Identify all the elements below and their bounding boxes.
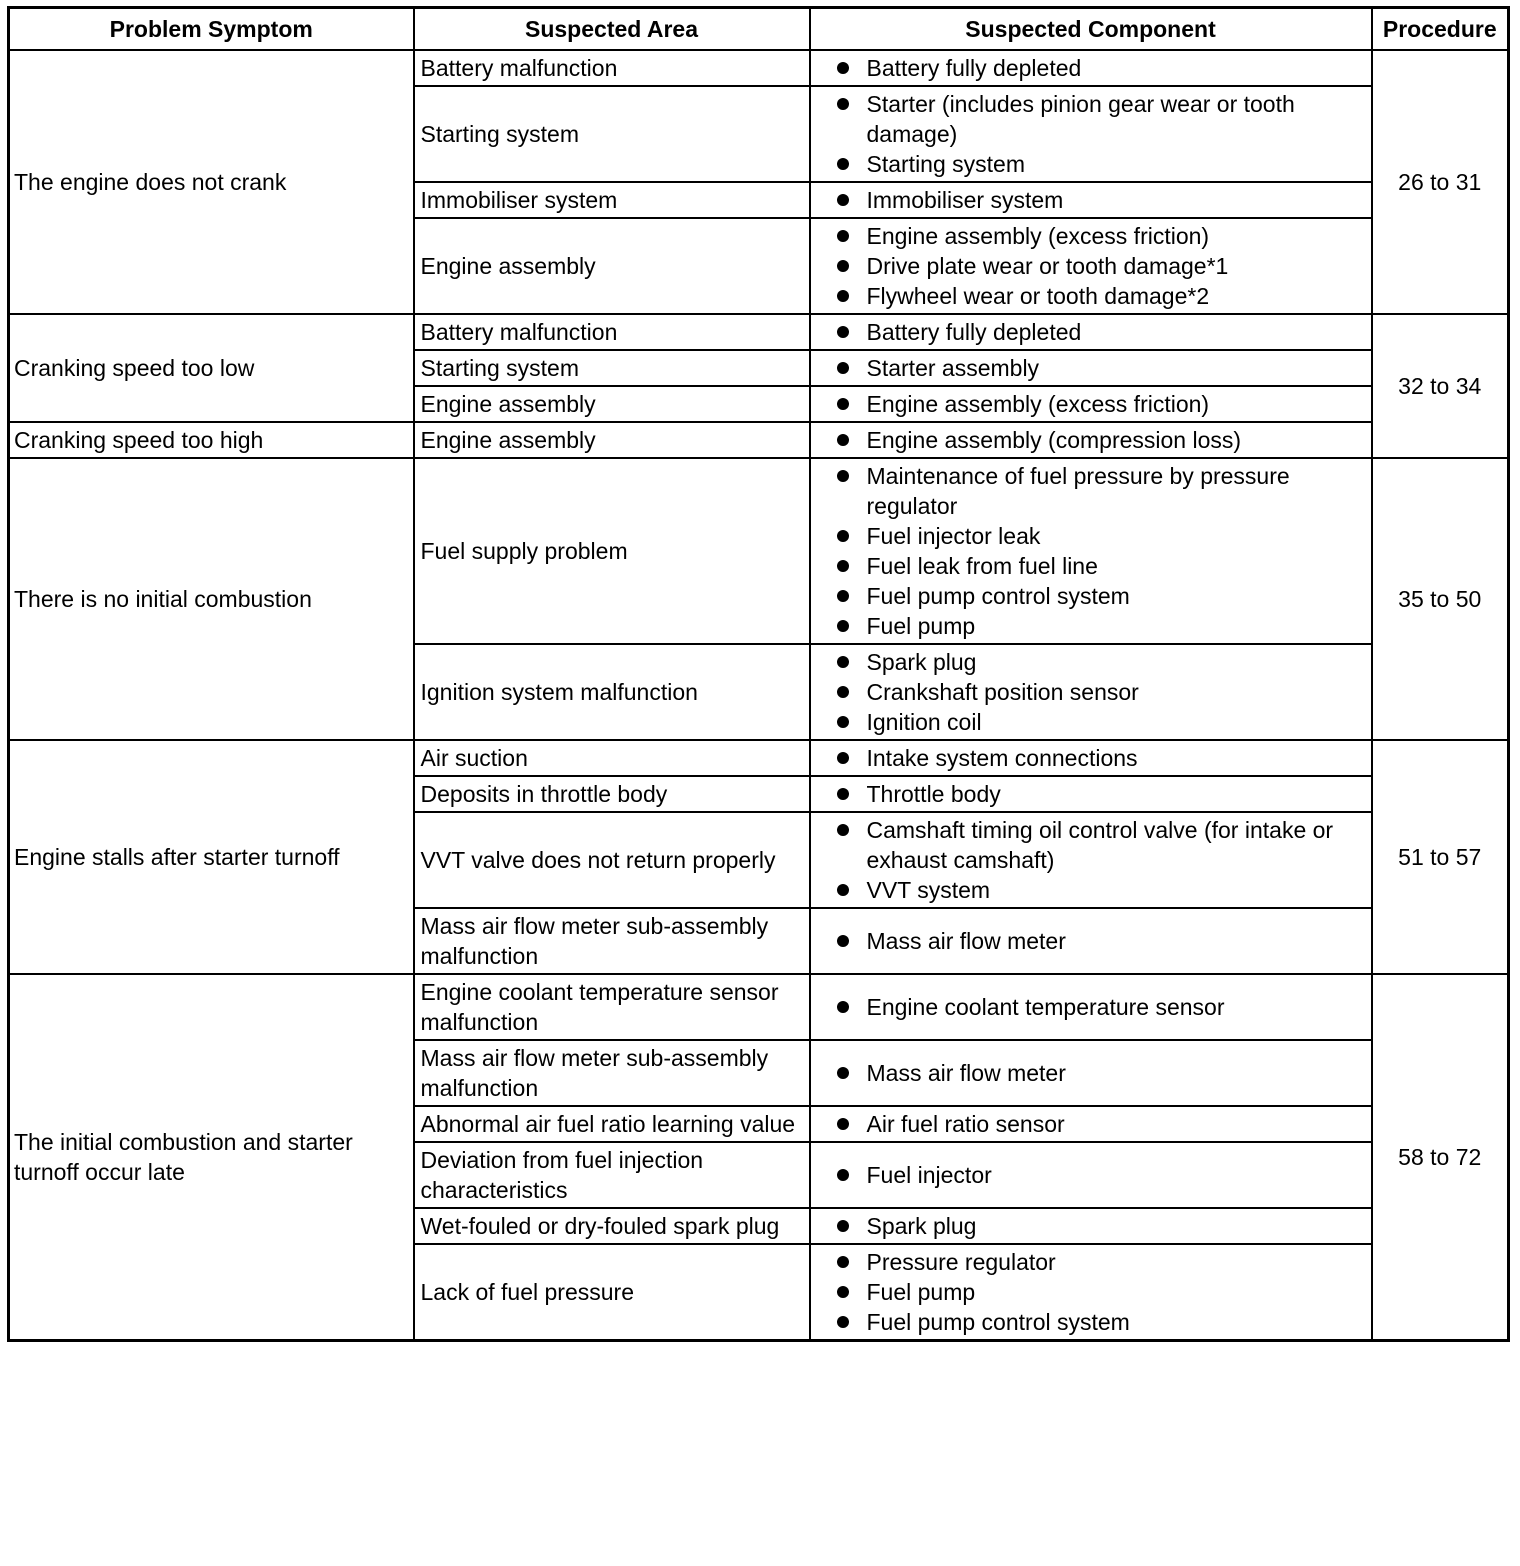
procedure-cell: 58 to 72 [1372,974,1509,1341]
suspected-component-cell [810,182,1372,218]
component-list-item: Throttle body [831,779,1361,809]
component-list-item: Pressure regulator [831,1247,1361,1277]
component-list-item: Starter assembly [831,353,1361,383]
procedure-cell: 32 to 34 [1372,314,1509,458]
component-list-item: Mass air flow meter [831,926,1361,956]
component-list-item: Engine assembly (compression loss) [831,425,1361,455]
suspected-component-cell [810,776,1372,812]
component-list-item: Maintenance of fuel pressure by pressure regulator [831,461,1361,521]
suspected-area-cell: Battery malfunction [414,50,810,86]
suspected-component-cell [810,314,1372,350]
component-list [831,815,1361,905]
component-list-item: Battery fully depleted [831,53,1361,83]
component-list [831,425,1361,455]
component-list [831,647,1361,737]
component-list [831,185,1361,215]
suspected-area-cell: Starting system [414,350,810,386]
table-row [9,314,1509,350]
table-row [9,422,1509,458]
suspected-component-cell [810,1208,1372,1244]
component-list-item: Starting system [831,149,1361,179]
suspected-component-cell [810,974,1372,1040]
header-problem-symptom: Problem Symptom [9,8,414,51]
component-list [831,353,1361,383]
component-list-item: Drive plate wear or tooth damage*1 [831,251,1361,281]
suspected-component-cell [810,350,1372,386]
component-list-item: VVT system [831,875,1361,905]
component-list-item: Engine assembly (excess friction) [831,389,1361,419]
troubleshooting-table [7,6,1510,1342]
table-header [9,8,1509,51]
component-list-item: Starter (includes pinion gear wear or tooth damage) [831,89,1361,149]
problem-symptom-cell: Cranking speed too high [9,422,414,458]
suspected-component-cell [810,1106,1372,1142]
suspected-area-cell: VVT valve does not return properly [414,812,810,908]
component-list-item: Intake system connections [831,743,1361,773]
suspected-component-cell [810,1142,1372,1208]
component-list-item: Fuel pump [831,611,1361,641]
component-list-item: Crankshaft position sensor [831,677,1361,707]
component-list [831,1160,1361,1190]
troubleshooting-table-container [7,6,1510,1342]
suspected-area-cell: Deviation from fuel injection characteristics [414,1142,810,1208]
component-list [831,53,1361,83]
suspected-area-cell: Air suction [414,740,810,776]
component-list [831,992,1361,1022]
suspected-component-cell [810,386,1372,422]
problem-symptom-cell: The initial combustion and starter turnoff occur late [9,974,414,1341]
component-list-item: Camshaft timing oil control valve (for intake or exhaust camshaft) [831,815,1361,875]
component-list [831,1058,1361,1088]
problem-symptom-cell: Cranking speed too low [9,314,414,422]
component-list [831,779,1361,809]
component-list [831,1109,1361,1139]
suspected-area-cell: Abnormal air fuel ratio learning value [414,1106,810,1142]
component-list-item: Mass air flow meter [831,1058,1361,1088]
header-suspected-area: Suspected Area [414,8,810,51]
component-list-item: Fuel pump control system [831,1307,1361,1337]
problem-symptom-cell: There is no initial combustion [9,458,414,740]
table-row [9,974,1509,1040]
component-list-item: Engine coolant temperature sensor [831,992,1361,1022]
suspected-component-cell [810,218,1372,314]
suspected-area-cell: Starting system [414,86,810,182]
component-list-item: Ignition coil [831,707,1361,737]
suspected-component-cell [810,1244,1372,1341]
suspected-component-cell [810,740,1372,776]
procedure-cell: 51 to 57 [1372,740,1509,974]
component-list-item: Fuel injector leak [831,521,1361,551]
suspected-area-cell: Engine coolant temperature sensor malfunction [414,974,810,1040]
suspected-area-cell: Deposits in throttle body [414,776,810,812]
component-list [831,926,1361,956]
component-list-item: Flywheel wear or tooth damage*2 [831,281,1361,311]
component-list-item: Battery fully depleted [831,317,1361,347]
component-list [831,317,1361,347]
table-row [9,50,1509,86]
table-body [9,50,1509,1341]
procedure-cell: 26 to 31 [1372,50,1509,314]
suspected-area-cell: Fuel supply problem [414,458,810,644]
component-list [831,743,1361,773]
header-procedure: Procedure [1372,8,1509,51]
component-list-item: Engine assembly (excess friction) [831,221,1361,251]
suspected-area-cell: Immobiliser system [414,182,810,218]
component-list-item: Fuel injector [831,1160,1361,1190]
suspected-component-cell [810,644,1372,740]
suspected-area-cell: Battery malfunction [414,314,810,350]
component-list-item: Spark plug [831,647,1361,677]
procedure-cell: 35 to 50 [1372,458,1509,740]
component-list-item: Fuel pump [831,1277,1361,1307]
suspected-area-cell: Engine assembly [414,422,810,458]
component-list [831,1247,1361,1337]
suspected-component-cell [810,86,1372,182]
component-list [831,221,1361,311]
suspected-area-cell: Mass air flow meter sub-assembly malfunction [414,1040,810,1106]
header-row [9,8,1509,51]
suspected-component-cell [810,812,1372,908]
table-row [9,740,1509,776]
suspected-component-cell [810,50,1372,86]
header-suspected-component: Suspected Component [810,8,1372,51]
suspected-area-cell: Engine assembly [414,386,810,422]
component-list-item: Fuel leak from fuel line [831,551,1361,581]
component-list-item: Air fuel ratio sensor [831,1109,1361,1139]
suspected-area-cell: Engine assembly [414,218,810,314]
component-list [831,89,1361,179]
component-list-item: Spark plug [831,1211,1361,1241]
component-list [831,1211,1361,1241]
problem-symptom-cell: The engine does not crank [9,50,414,314]
problem-symptom-cell: Engine stalls after starter turnoff [9,740,414,974]
suspected-component-cell [810,458,1372,644]
suspected-component-cell [810,908,1372,974]
component-list [831,461,1361,641]
component-list [831,389,1361,419]
suspected-area-cell: Mass air flow meter sub-assembly malfunction [414,908,810,974]
suspected-area-cell: Lack of fuel pressure [414,1244,810,1341]
component-list-item: Fuel pump control system [831,581,1361,611]
suspected-area-cell: Ignition system malfunction [414,644,810,740]
suspected-area-cell: Wet-fouled or dry-fouled spark plug [414,1208,810,1244]
component-list-item: Immobiliser system [831,185,1361,215]
suspected-component-cell [810,1040,1372,1106]
table-row [9,458,1509,644]
suspected-component-cell [810,422,1372,458]
